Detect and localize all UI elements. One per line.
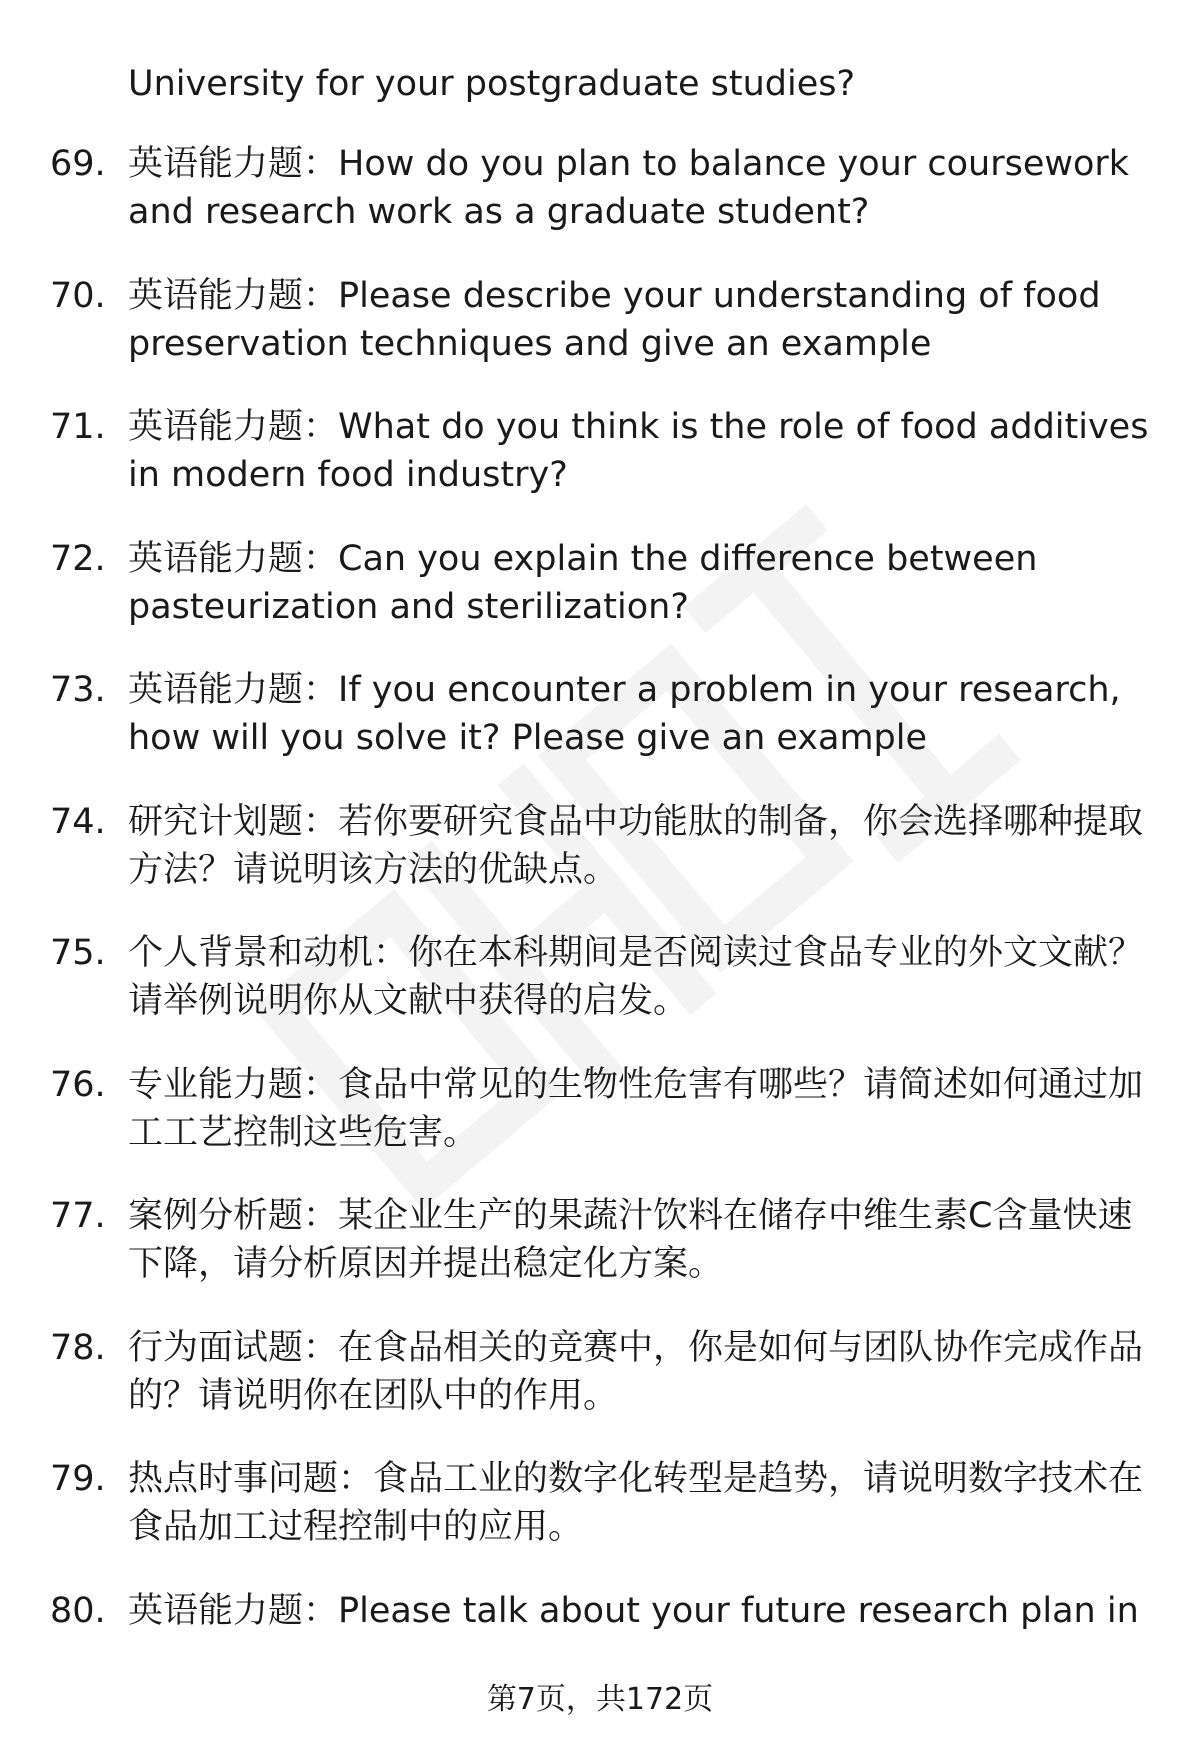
question-text: 英语能力题：What do you think is the role of food additives in modern food industry?: [128, 407, 1149, 495]
list-item: [0, 798, 1200, 930]
list-item: [0, 1192, 1200, 1324]
question-text: 热点时事问题：食品工业的数字化转型是趋势，请说明数字技术在食品加工过程控制中的应用。: [128, 1459, 1144, 1547]
question-number: 72.: [50, 538, 106, 579]
list-item: [0, 140, 1200, 272]
question-number: 76.: [50, 1064, 106, 1105]
question-text: 英语能力题：Can you explain the difference between pasteurization and sterilization?: [128, 538, 1038, 627]
list-item: [0, 1324, 1200, 1456]
page-footer: 第7页，共172页: [486, 1682, 714, 1717]
question-text: 英语能力题：If you encounter a problem in your research, how will you solve it? Please give an example: [128, 670, 1121, 758]
question-number: 79.: [50, 1459, 106, 1499]
question-number: 69.: [50, 144, 106, 184]
list-item: [0, 1061, 1200, 1193]
question-text: 英语能力题：Please describe your understanding of food preservation techniques and give an example: [128, 275, 1101, 364]
list-item: [0, 403, 1200, 535]
question-text: 英语能力题：Please talk about your future research plan in: [128, 1590, 1139, 1631]
question-text: 行为面试题：在食品相关的竞赛中，你是如何与团队协作完成作品的？请说明你在团队中的作用。: [128, 1327, 1144, 1416]
question-text: 研究计划题：若你要研究食品中功能肽的制备，你会选择哪种提取方法？请说明该方法的优缺点。: [128, 801, 1144, 890]
question-number: 78.: [50, 1327, 106, 1368]
question-number: 70.: [50, 275, 106, 316]
continuation-text: University for your postgraduate studies?: [128, 64, 856, 104]
question-text: 英语能力题：How do you plan to balance your coursework and research work as a graduate student?: [128, 144, 1130, 232]
list-item: [0, 666, 1200, 798]
question-number: 75.: [50, 933, 106, 973]
question-number: 80.: [50, 1590, 106, 1631]
question-number: 77.: [50, 1196, 106, 1236]
question-text: 案例分析题：某企业生产的果蔬汁饮料在储存中维生素C含量快速下降，请分析原因并提出稳定化方案。: [128, 1196, 1133, 1284]
question-text: 个人背景和动机：你在本科期间是否阅读过食品专业的外文文献？请举例说明你从文献中获得的启发。: [128, 933, 1144, 1021]
list-item: [0, 272, 1200, 404]
question-number: 73.: [50, 670, 106, 710]
list-item: [0, 535, 1200, 667]
question-text: 专业能力题：食品中常见的生物性危害有哪些？请简述如何通过加工工艺控制这些危害。: [128, 1064, 1144, 1153]
list-item: [0, 929, 1200, 1061]
question-number: 71.: [50, 407, 106, 447]
question-list: [0, 140, 1200, 1718]
list-item: [0, 1455, 1200, 1587]
question-number: 74.: [50, 801, 106, 842]
